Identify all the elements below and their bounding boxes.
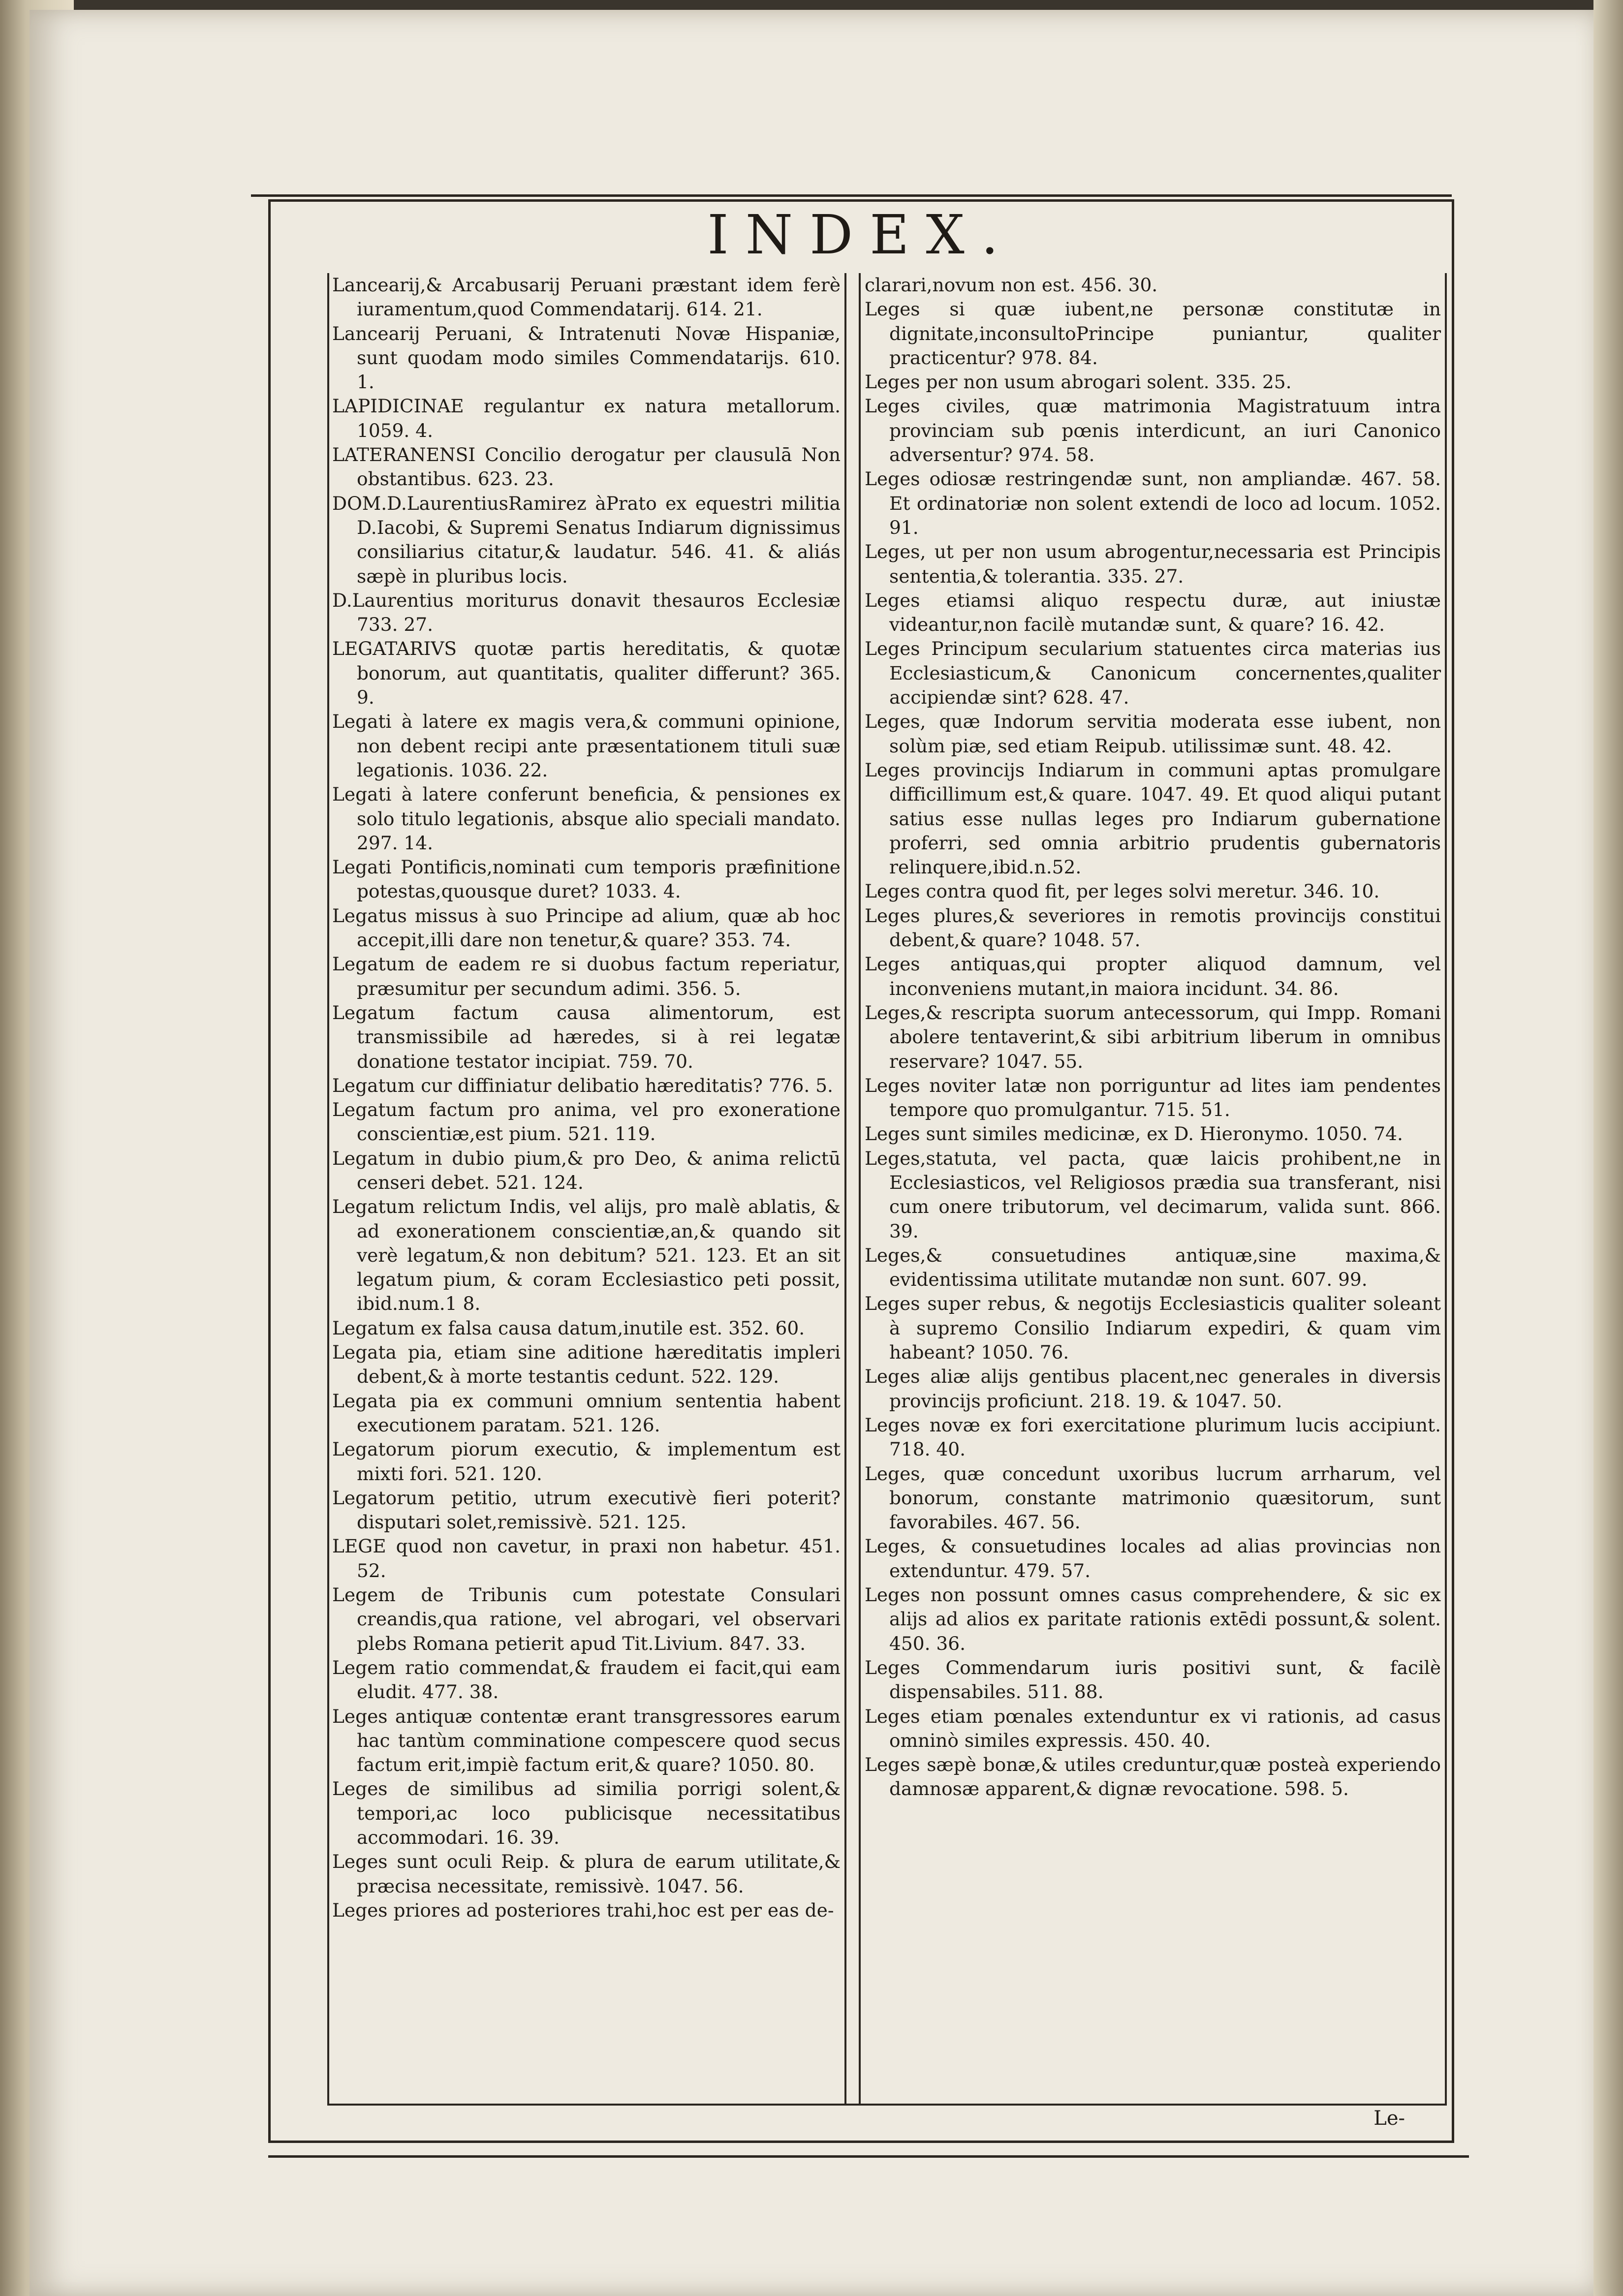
index-entry: Legatum in dubio pium,& pro Deo, & anima relictū censeri debet. 521. 124. (332, 1147, 841, 1193)
index-entry: Leges etiamsi aliquo respectu duræ, aut iniustæ videantur,non facilè mutandæ sunt, & quare? 16. 42. (865, 589, 1441, 636)
index-entry: Leges odiosæ restringendæ sunt, non ampliandæ. 467. 58. Et ordinatoriæ non solent extendi de loco ad locum. 1052. 91. (865, 468, 1441, 538)
index-entry: Legatus missus à suo Principe ad alium, quæ ab hoc accepit,illi dare non tenetur,& quare? 353. 74. (332, 904, 841, 951)
index-entry: Leges etiam pœnales extenduntur ex vi rationis, ad casus omninò similes expressis. 450. 40. (865, 1705, 1441, 1751)
index-entry: Legatorum petitio, utrum executivè fieri poterit? disputari solet,remissivè. 521. 125. (332, 1487, 841, 1533)
index-entry: LEGE quod non cavetur, in praxi non habetur. 451. 52. (332, 1535, 841, 1582)
index-entry: Leges antiquæ contentæ erant transgressores earum hac tantùm comminatione compescere quod secus factum erit,impiè factum erit,& quare? 1050. 80. (332, 1705, 841, 1776)
index-entry: Leges civiles, quæ matrimonia Magistratuum intra provinciam sub pœnis interdicunt, an iuri Canonico adversentur? 974. 58. (865, 395, 1441, 466)
index-entry: Leges Commendarum iuris positivi sunt, & facilè dispensabiles. 511. 88. (865, 1656, 1441, 1703)
top-rule (251, 194, 1452, 197)
index-entry: Leges aliæ alijs gentibus placent,nec generales in diversis provincijs proficiunt. 218. 19. & 1047. 50. (865, 1365, 1441, 1412)
index-entry: LAPIDICINAE regulantur ex natura metallorum. 1059. 4. (332, 395, 841, 441)
index-entry: Leges de similibus ad similia porrigi solent,& tempori,ac loco publicisque necessitatibus accommodari. 16. 39. (332, 1778, 841, 1848)
frame-bottom-rule (268, 2155, 1469, 2158)
index-entry: DOM.D.LaurentiusRamirez àPrato ex equestri militia D.Iacobi, & Supremi Senatus Indiarum dignissimus consiliarius citatur,& laudatur. 546. 41. & aliás sæpè in pluribus locis. (332, 492, 841, 587)
index-entry: Leges provincijs Indiarum in communi aptas promulgare difficillimum est,& quare. 1047. 49. Et quod aliqui putant satius esse nullas leges pro Indiarum gubernatione proferri, sed omnia arbitrio prudentis gubernatoris relinquere,ibid.n.52. (865, 759, 1441, 878)
index-entry: Leges,statuta, vel pacta, quæ laicis prohibent,ne in Ecclesiasticos, vel Religiosos prædia sua transferant, nisi cum onere tributorum, vel decimarum, valida sunt. 866. 39. (865, 1147, 1441, 1242)
index-entry: Leges novæ ex fori exercitatione plurimum lucis accipiunt. 718. 40. (865, 1414, 1441, 1460)
catchword: Le- (1373, 2107, 1405, 2130)
index-entry: Leges Principum secularium statuentes circa materias ius Ecclesiasticum,& Canonicum concernentes,qualiter accipiendæ sint? 628. 47. (865, 638, 1441, 709)
index-entry: Legem de Tribunis cum potestate Consulari creandis,qua ratione, vel abrogari, vel observari plebs Romana petierit apud Tit.Livium. 847. 33. (332, 1584, 841, 1654)
index-entry: LATERANENSI Concilio derogatur per clausulā Non obstantibus. 623. 23. (332, 444, 841, 490)
index-entry: Legati à latere conferunt beneficia, & pensiones ex solo titulo legationis, absque alio speciali mandato. 297. 14. (332, 783, 841, 854)
bottom-rule (327, 2104, 1447, 2106)
index-entry: Lancearij Peruani, & Intratenuti Novæ Hispaniæ, sunt quodam modo similes Commendatarijs. 610. 1. (332, 322, 841, 393)
index-entry: Legatum de eadem re si duobus factum reperiatur, præsumitur per secundum adimi. 356. 5. (332, 953, 841, 999)
index-entry: Legatum cur diffiniatur delibatio hæreditatis? 776. 5. (332, 1074, 833, 1096)
index-entry: Legatum ex falsa causa datum,inutile est. 352. 60. (332, 1317, 805, 1339)
index-entry: Leges,& rescripta suorum antecessorum, qui Impp. Romani abolere tentaverint,& sibi arbitrium liberum in omnibus reservare? 1047. 55. (865, 1001, 1441, 1072)
index-entry: Legem ratio commendat,& fraudem ei facit,qui eam eludit. 477. 38. (332, 1656, 841, 1703)
index-entry: Legata pia ex communi omnium sententia habent executionem paratam. 521. 126. (332, 1390, 841, 1436)
index-entry: Leges priores ad posteriores trahi,hoc est per eas de- (332, 1899, 834, 1921)
index-entry: Leges sunt similes medicinæ, ex D. Hieronymo. 1050. 74. (865, 1123, 1403, 1145)
index-entry: Leges, ut per non usum abrogentur,necessaria est Principis sententia,& tolerantia. 335. 27. (865, 541, 1441, 587)
index-entry: Legati Pontificis,nominati cum temporis præfinitione potestas,quousque duret? 1033. 4. (332, 856, 841, 902)
index-entry: Leges si quæ iubent,ne personæ constitutæ in dignitate,inconsultoPrincipe puniantur, qualiter practicentur? 978. 84. (865, 298, 1441, 369)
index-entry: Legati à latere ex magis vera,& communi opinione, non debent recipi ante præsentationem tituli suæ legationis. 1036. 22. (332, 711, 841, 781)
index-entry: Lancearij,& Arcabusarij Peruani præstant idem ferè iuramentum,quod Commendatarij. 614. 21. (332, 274, 841, 320)
index-entry: clarari,novum non est. 456. 30. (865, 274, 1158, 296)
index-column-right (859, 273, 1447, 2104)
page-edge (1593, 0, 1623, 2296)
index-entry: D.Laurentius moriturus donavit thesauros Ecclesiæ 733. 27. (332, 589, 841, 636)
index-entry: Leges noviter latæ non porriguntur ad lites iam pendentes tempore quo promulgantur. 715. 51. (865, 1074, 1441, 1121)
index-entry: Leges, quæ concedunt uxoribus lucrum arrharum, vel bonorum, constante matrimonio quæsitorum, sunt favorabiles. 467. 56. (865, 1462, 1441, 1533)
index-entry: Leges plures,& severiores in remotis provincijs constitui debent,& quare? 1048. 57. (865, 904, 1441, 951)
index-entry: Leges non possunt omnes casus comprehendere, & sic ex alijs ad alios ex paritate rationis extēdi possunt,& solent. 450. 36. (865, 1584, 1441, 1654)
index-entry: Leges, & consuetudines locales ad alias provincias non extenduntur. 479. 57. (865, 1535, 1441, 1582)
index-entry: Legatum factum causa alimentorum, est transmissibile ad hæredes, si à rei legatæ donatione testator incipiat. 759. 70. (332, 1001, 841, 1072)
index-entry: Legatum factum pro anima, vel pro exoneratione conscientiæ,est pium. 521. 119. (332, 1099, 841, 1145)
index-entry: Legatorum piorum executio, & implementum est mixti fori. 521. 120. (332, 1438, 841, 1485)
index-entry: Legatum relictum Indis, vel alijs, pro malè ablatis, & ad exonerationem conscientiæ,an,& quando sit verè legatum,& non debitum? 521. 123. Et an sit legatum pium, & coram Ecclesiastico peti possit, ibid.num.1 8. (332, 1196, 841, 1315)
index-entry: Leges,& consuetudines antiquæ,sine maxima,& evidentissima utilitate mutandæ non sunt. 607. 99. (865, 1244, 1441, 1291)
index-entry: Leges contra quod fit, per leges solvi meretur. 346. 10. (865, 880, 1380, 902)
index-entry: Legata pia, etiam sine aditione hæreditatis impleri debent,& à morte testantis cedunt. 522. 129. (332, 1341, 841, 1388)
index-entry: Leges antiquas,qui propter aliquod damnum, vel inconveniens mutant,in maiora incidunt. 34. 86. (865, 953, 1441, 999)
index-column-left (327, 273, 846, 2104)
index-entry: LEGATARIVS quotæ partis hereditatis, & quotæ bonorum, aut quantitatis, qualiter differunt? 365. 9. (332, 638, 841, 709)
page-title: INDEX. (707, 203, 1015, 266)
index-entry: Leges super rebus, & negotijs Ecclesiasticis qualiter soleant à supremo Consilio Indiarum expediri, & quam vim habeant? 1050. 76. (865, 1293, 1441, 1364)
index-entry: Leges per non usum abrogari solent. 335. 25. (865, 371, 1292, 393)
index-entry: Leges sæpè bonæ,& utiles creduntur,quæ posteà experiendo damnosæ apparent,& dignæ revocatione. 598. 5. (865, 1754, 1441, 1800)
index-entry: Leges sunt oculi Reip. & plura de earum utilitate,& præcisa necessitate, remissivè. 1047. 56. (332, 1851, 841, 1897)
index-entry: Leges, quæ Indorum servitia moderata esse iubent, non solùm piæ, sed etiam Reipub. utilissimæ sunt. 48. 42. (865, 711, 1441, 757)
